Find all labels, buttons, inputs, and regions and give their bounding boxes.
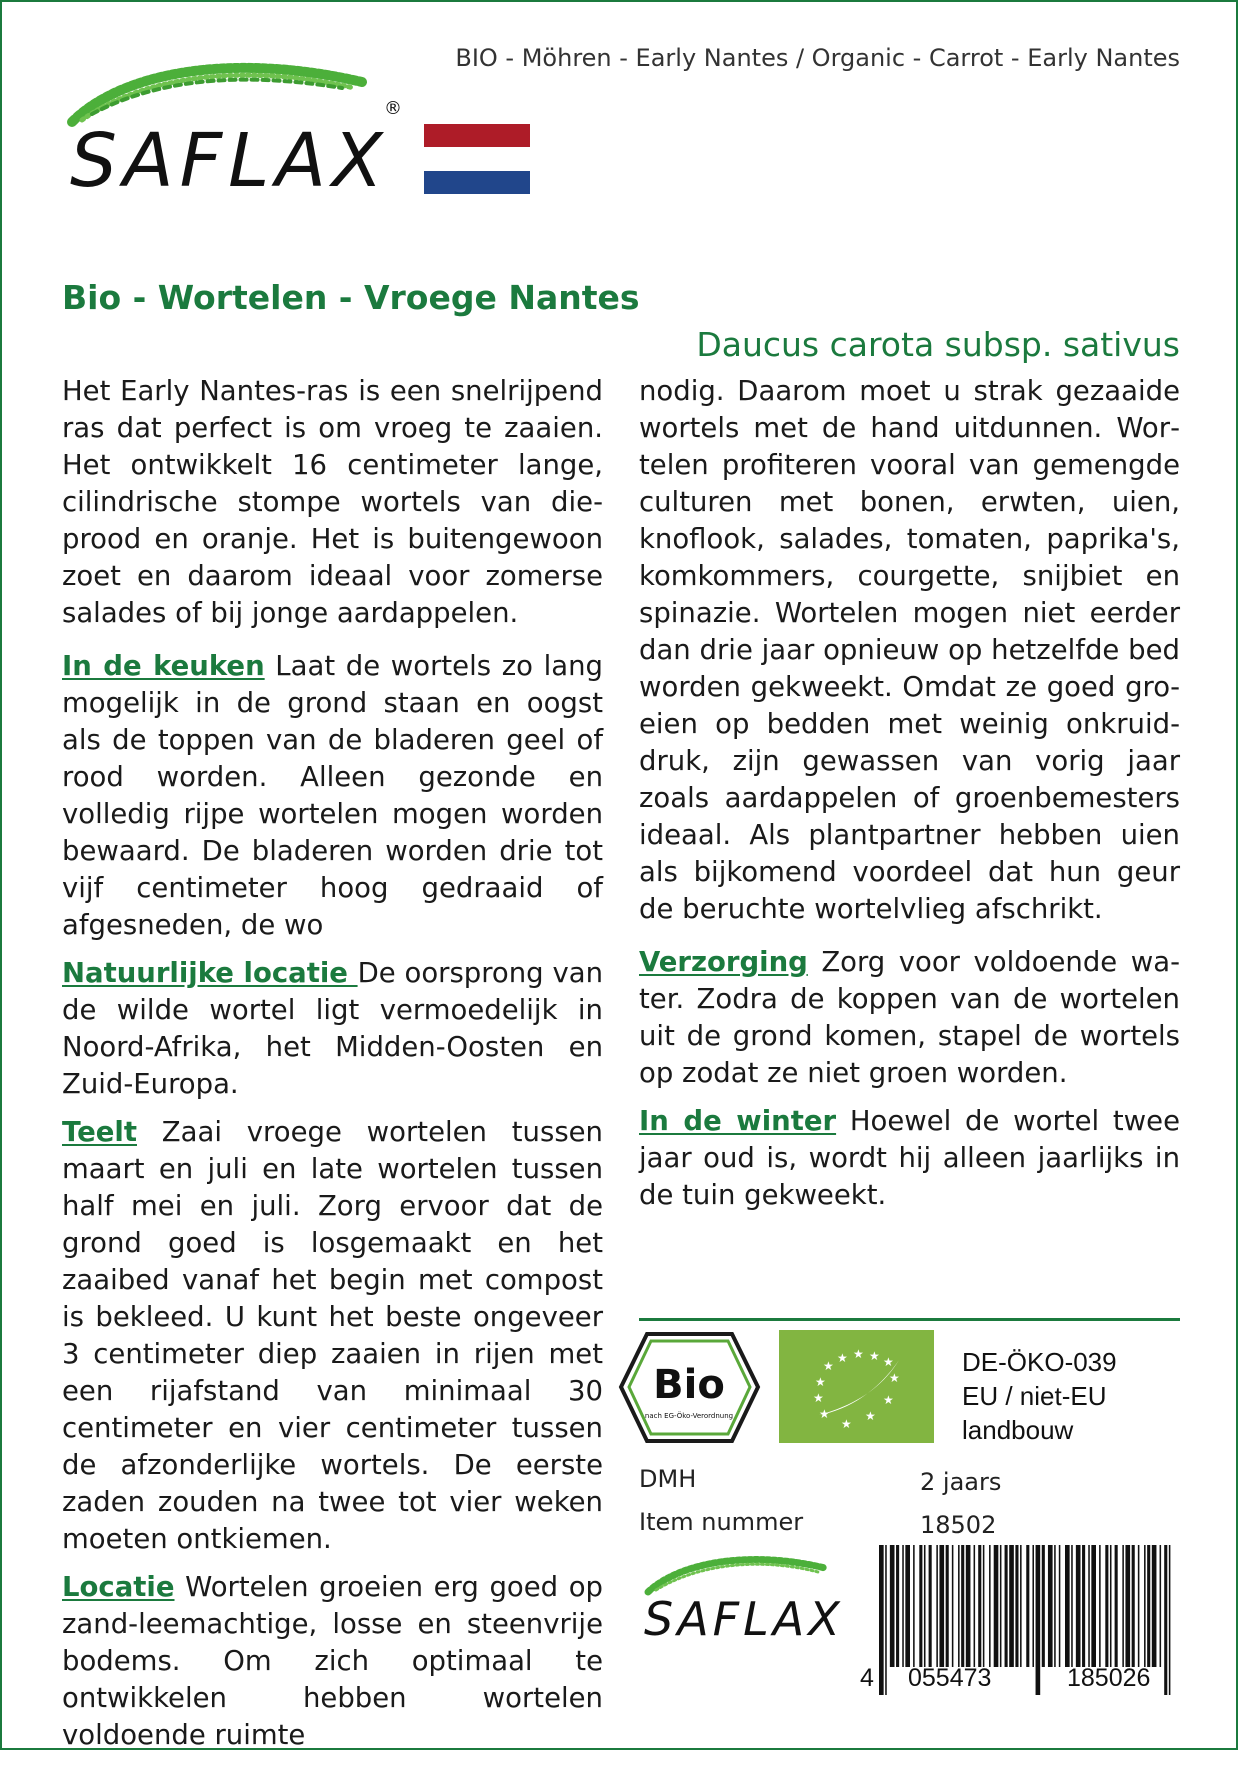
svg-text:★: ★ [841,1417,852,1431]
barcode-bar [1015,1545,1018,1667]
cert-line: EU / niet-EU [962,1381,1107,1411]
section-title: In de keuken [62,650,265,682]
section-title: Locatie [62,1571,175,1603]
barcode-digit-first: 4 [860,1664,874,1692]
svg-text:★: ★ [813,1391,824,1405]
saflax-logo [62,52,412,212]
barcode-bar [1020,1545,1022,1667]
item-number-value: 18502 [920,1511,997,1539]
barcode-bar [1065,1545,1070,1667]
barcode-bar [989,1545,991,1667]
svg-text:★: ★ [823,1359,834,1373]
barcode-bar [1000,1545,1002,1667]
svg-text:★: ★ [815,1375,826,1389]
barcode-bar [1026,1545,1029,1667]
barcode-bar [1091,1545,1096,1667]
intro-text: Het Early Nantes-ras is een snelrijpend ras dat perfect is om vroeg te zaaien. Het ontwikkelt 16 centimeter lange, cilindrische stompe wortels van dieprood en oranje. Het is buitengewoon zoet en daarom ideaal voor zomerse salades of bij jonge aardappelen. [62,375,603,629]
barcode-bar [1144,1545,1146,1667]
section-text: Wortelen groeien erg goed op zand-leemachtige, losse en steenvrije bodems. Om zich optimaal te ontwikkelen hebben wortelen voldoende ruimte [62,1571,603,1751]
svg-text:★: ★ [819,1407,830,1421]
barcode-bar [905,1545,910,1667]
barcode-bar [1160,1545,1162,1667]
barcode-bar [885,1545,887,1695]
continuation-text: nodig. Daarom moet u strak gezaaide wortels met de hand uitdunnen. Wortelen profiteren vooral van gemengde culturen met bonen, erwten, uien, knoflook, salades, tomaten, paprika's, komkommers, courgette, snijbiet en spinazie. Wortelen mogen niet eerder dan drie jaar opnieuw op hetzelfde bed worden gekweekt. Omdat ze goed groeien op bedden met weinig onkruiddruk, zijn gewassen van vorig jaar zoals aardappelen of groenbemesters ideaal. Als plantpartner hebben uien als bijkomend voordeel dat hun geur de beruchte wortelvlieg afschrikt. [639,375,1180,925]
barcode-bar [1071,1545,1073,1667]
section-title: In de winter [639,1105,837,1137]
barcode-bar [1059,1545,1061,1667]
barcode-bar [1115,1545,1118,1667]
barcode-bar [896,1545,899,1667]
barcode-bar [1076,1545,1081,1667]
barcode-bar [978,1545,981,1667]
right-column [639,373,1180,1225]
svg-text:★: ★ [853,1347,864,1361]
leaf-swoosh-icon [640,1548,840,1598]
bio-seal-icon [617,1330,762,1445]
bio-badge-subtext: nach EG-Öko-Verordnung [644,1412,734,1420]
barcode-bar [1138,1545,1140,1667]
left-column [62,373,603,1765]
brand-name: SAFLAX [70,118,389,204]
barcode-bar [939,1545,944,1667]
section-cultivation [62,1114,603,1558]
section-text: Zaai vroege wortelen tussen maart en juli en late wortelen tussen half mei en juli. Zorg ervoor dat de grond goed is losgemaakt en het zaaibed vanaf het begin met compost is bekleed. U kunt het beste ongeveer 3 centimeter diep zaaien in rijen met een rijafstand van minimaal 30 centimeter en vier centimeter tussen de afzonderlijke wortels. De eerste zaden zouden na twee tot vier weken moeten ontkiemen. [62,1116,603,1555]
barcode-bar [1009,1545,1014,1667]
dmh-value: 2 jaars [920,1468,1002,1496]
section-text: Hoewel de wortel twee jaar oud is, wordt hij alleen jaarlijks in de tuin gekweekt. [639,1105,1180,1211]
section-care [639,944,1180,1092]
barcode-bar [1147,1545,1150,1667]
section-title: Natuurlijke locatie [62,957,358,989]
barcode-bar [1110,1545,1112,1667]
section-text: Laat de wortels zo lang mogelijk in de grond staan en oogst als de toppen van de bladeren geel of rood worden. Alleen gezonde en volledig rijpe wortelen mogen worden bewaard. De bladeren worden drie tot vijf centimeter hoog gedraaid of afgesneden, de wo [62,650,603,941]
barcode-bar [1048,1545,1053,1667]
barcode-bar [966,1545,971,1667]
barcode-bar [1164,1545,1167,1695]
barcode-bar [879,1545,884,1695]
dmh-label: DMH [639,1465,697,1493]
section-title: Teelt [62,1116,137,1148]
svg-text:★: ★ [865,1409,876,1423]
section-text: De oorsprong van de wilde wortel ligt vermoedelijk in Noord-Afrika, het Midden-Oosten en Zuid-Europa. [62,957,603,1100]
product-name: Bio - Wortelen - Vroege Nantes [62,278,640,317]
svg-text:★: ★ [883,1355,894,1369]
barcode-bar [902,1545,904,1667]
svg-text:★: ★ [883,1393,894,1407]
section-natural-location [62,955,603,1103]
barcode-bar [890,1545,895,1667]
barcode-bar [994,1545,999,1667]
section-location [62,1569,603,1754]
barcode-bar [961,1545,964,1667]
netherlands-flag-icon [424,124,530,194]
barcode-bar [1005,1545,1008,1667]
barcode-bar [919,1545,922,1667]
barcode-bar [1082,1545,1085,1667]
latin-name: Daucus carota subsp. sativus [696,325,1180,364]
barcode-digits-right: 185026 [1067,1664,1151,1692]
product-top-title: BIO - Möhren - Early Nantes / Organic - Carrot - Early Nantes [455,44,1180,72]
barcode-bar [1152,1545,1157,1667]
section-text: Zorg voor voldoende water. Zodra de koppen van de wortelen uit de grond komen, stapel de wortels op zodat ze niet groen worden. [639,946,1180,1089]
barcode-bar [936,1545,938,1667]
barcode-bar [952,1545,954,1667]
eu-organic-leaf-icon [779,1330,934,1443]
cert-line: DE-ÖKO-039 [962,1347,1117,1377]
barcode-bar [1054,1545,1056,1667]
svg-text:★: ★ [889,1371,900,1385]
section-title: Verzorging [639,946,808,978]
certification-text [962,1345,1117,1447]
barcode-bar [1132,1545,1135,1667]
svg-text:★: ★ [837,1351,848,1365]
barcode-bar [1122,1545,1124,1667]
brand-name-small: SAFLAX [644,1592,844,1646]
svg-text:★: ★ [869,1349,880,1363]
barcode-bar [1169,1545,1171,1695]
barcode-digits-left: 055473 [908,1664,992,1692]
barcode-bar [974,1545,976,1667]
registered-mark: ® [384,98,402,119]
section-kitchen [62,648,603,944]
barcode-bar [924,1545,926,1667]
divider [639,1318,1180,1321]
barcode-bar [1036,1545,1041,1695]
barcode-bar [1099,1545,1101,1667]
bio-badge-label: Bio [653,1362,725,1408]
barcode-bar [1042,1545,1045,1667]
barcode-bar [983,1545,985,1667]
barcode-bar [1125,1545,1130,1667]
barcode-bar [958,1545,960,1667]
barcode-bar [1088,1545,1090,1667]
item-number-label: Item nummer [639,1508,804,1536]
section-winter [639,1103,1180,1214]
barcode-bar [929,1545,932,1667]
barcode-bar [913,1545,915,1667]
saflax-logo-small [640,1548,860,1658]
barcode-bar [1105,1545,1108,1667]
barcode-bar [1032,1545,1034,1667]
barcode-bar [946,1545,949,1667]
cert-line: landbouw [962,1415,1074,1445]
